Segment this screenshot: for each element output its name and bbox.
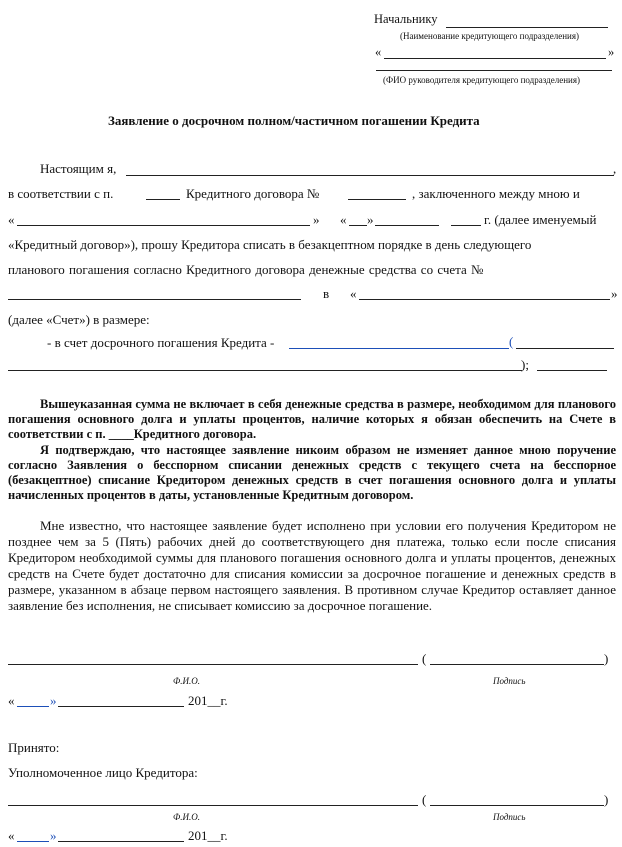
bank-name-field[interactable]: [359, 299, 610, 300]
intro-line2-a: в соответствии с п.: [8, 186, 114, 201]
head-name-field[interactable]: [376, 70, 612, 71]
page-title: Заявление о досрочном полном/частичном погашении Кредита: [108, 113, 480, 128]
line3-quote-2: »: [313, 212, 320, 227]
intro-line5: планового погашения согласно Кредитного договора денежные средства со счета №: [8, 262, 484, 277]
amount-digits-field[interactable]: [289, 348, 509, 349]
unit-name-field[interactable]: [384, 58, 606, 59]
sign1-sign-label: Подпись: [493, 676, 526, 686]
intro-line8: - в счет досрочного погашения Кредита -: [47, 335, 275, 350]
date2-month-field[interactable]: [58, 841, 184, 842]
chief-name-field[interactable]: [446, 27, 608, 28]
date1-quote-open: «: [8, 693, 15, 708]
intro-line7: (далее «Счет») в размере:: [8, 312, 150, 327]
line3-quote-4: »: [367, 212, 374, 227]
authorized-label: Уполномоченное лицо Кредитора:: [8, 765, 198, 780]
intro-comma: ,: [613, 161, 617, 176]
sign2-paren-open: (: [422, 792, 427, 807]
contract-month-field[interactable]: [375, 225, 439, 226]
date2-day-field[interactable]: [17, 841, 49, 842]
line3-quote-3: «: [340, 212, 347, 227]
date2-quote-open: «: [8, 828, 15, 843]
header-open-quote: «: [375, 45, 382, 59]
amount-words-field-2[interactable]: [8, 370, 522, 371]
amount-currency-field[interactable]: [537, 370, 607, 371]
bold-paragraph-1: Вышеуказанная сумма не включает в себя денежные средства в размере, необходимом для планового погашения основного долга и уплаты процентов, наличие которых я обязан обеспечить на Счете в соответствии с п. ____Кредитного договора.: [8, 397, 616, 441]
notice-paragraph: Мне известно, что настоящее заявление будет исполнено при условии его получения Кредитором не позднее чем за 5 (Пять) рабочих дней до соответствующего дня платежа, только если после списания Кредитором необходимой суммы для планового погашения основного долга и уплаты процентов, денежных средств на Счете будет достаточно для списания комиссии за досрочное погашение и денежных средств в размере, указанном в абзаце первом настоящего заявления. В противном случае Кредитор оставляет данное заявление без исполнения, не списывает комиссию за досрочное погашение.: [8, 518, 616, 613]
bold-paragraph-2: Я подтверждаю, что настоящее заявление никоим образом не изменяет данное мною поручение согласно Заявления о бесспорном списании денежных средств с текущего счета на бесспорное (безакцептное) списание Кредитором денежных средств в счет погашения основного долга и уплаты начисленных процентов в даты, установленные Кредитным договором.: [8, 443, 616, 502]
date1-day-field[interactable]: [17, 706, 49, 707]
account-number-field[interactable]: [8, 299, 301, 300]
amount-paren-open: (: [509, 334, 514, 349]
header-close-quote: »: [608, 45, 615, 59]
contract-year-field[interactable]: [451, 225, 481, 226]
creditor-fio-field[interactable]: [8, 805, 418, 806]
contract-day-field[interactable]: [349, 225, 367, 226]
line3-quote-1: «: [8, 212, 15, 227]
creditor-name-field[interactable]: [17, 225, 310, 226]
intro-line2-c: , заключенного между мною и: [412, 186, 580, 201]
chief-label: Начальнику: [374, 12, 438, 26]
sign2-sign-label: Подпись: [493, 812, 526, 822]
intro-prefix: Настоящим я,: [40, 161, 117, 176]
date2-quote-close: »: [50, 828, 57, 843]
date2-year: 201__г.: [188, 828, 228, 843]
sign2-paren-close: ): [604, 792, 609, 807]
line6-quote-2: »: [611, 286, 618, 301]
line3-year-text: г. (далее именуемый: [484, 212, 597, 227]
sign2-fio-label: Ф.И.О.: [173, 812, 200, 822]
intro-v: в: [323, 286, 330, 301]
clause-number-field[interactable]: [146, 199, 180, 200]
head-note: (ФИО руководителя кредитующего подразделения): [383, 75, 580, 85]
unit-note: (Наименование кредитующего подразделения): [400, 31, 579, 41]
applicant-fio-field[interactable]: [8, 664, 418, 665]
intro-line4: «Кредитный договор»), прошу Кредитора списать в безакцептном порядке в день следующего: [8, 237, 532, 252]
intro-line2-b: Кредитного договора №: [186, 186, 320, 201]
line6-quote-1: «: [350, 286, 357, 301]
applicant-name-field[interactable]: [126, 175, 614, 176]
accepted-label: Принято:: [8, 740, 60, 755]
sign1-fio-label: Ф.И.О.: [173, 676, 200, 686]
creditor-signature-field[interactable]: [430, 805, 604, 806]
sign1-paren-open: (: [422, 651, 427, 666]
sign1-paren-close: ): [604, 651, 609, 666]
date1-year: 201__г.: [188, 693, 228, 708]
amount-words-field[interactable]: [516, 348, 614, 349]
date1-month-field[interactable]: [58, 706, 184, 707]
applicant-signature-field[interactable]: [430, 664, 604, 665]
contract-number-field[interactable]: [348, 199, 406, 200]
amount-paren-close: );: [521, 357, 529, 372]
date1-quote-close: »: [50, 693, 57, 708]
